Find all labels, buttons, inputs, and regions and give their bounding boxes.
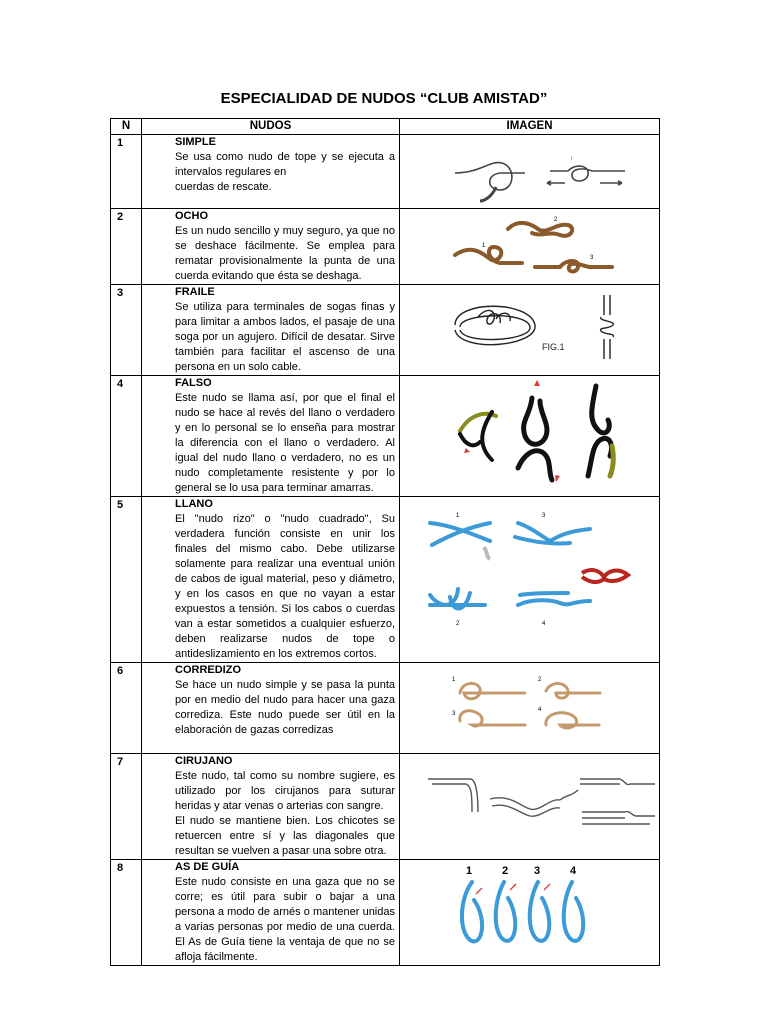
table-row	[111, 860, 660, 966]
granny-knot-diagram	[400, 376, 660, 497]
surgeon-knot-diagram	[400, 754, 660, 860]
row-number: 8	[111, 860, 142, 966]
fig-label: FIG.1	[542, 342, 565, 352]
svg-text:1: 1	[466, 865, 473, 877]
header-imagen: IMAGEN	[400, 119, 660, 135]
row-number: 6	[111, 663, 142, 754]
row-number: 1	[111, 135, 142, 209]
knot-text: Este nudo se llama así, por que el final el nudo se hace al revés del llano o verdadero y en lo personal se lo enseña para mostrar la diferencia con el llano o verdadero. Al igual del nudo llano o verdadero, no es un nudo completamente resistente y por lo general se lo usa para terminar amarras.	[175, 392, 395, 494]
svg-text:3: 3	[534, 865, 541, 877]
knot-description	[142, 497, 400, 663]
svg-text:1: 1	[456, 513, 460, 519]
knot-name: SIMPLE	[175, 136, 216, 148]
table-header-row	[111, 119, 660, 135]
svg-text:2: 2	[554, 217, 558, 223]
table-row	[111, 135, 660, 209]
svg-text:2: 2	[538, 677, 542, 683]
svg-text:2: 2	[502, 865, 509, 877]
knot-text: Se usa como nudo de tope y se ejecuta a intervalos regulares en cuerdas de rescate.	[175, 151, 395, 193]
row-number: 7	[111, 754, 142, 860]
header-nudos: NUDOS	[142, 119, 400, 135]
figure-eight-knot-diagram	[400, 209, 660, 285]
knot-description	[142, 135, 400, 209]
svg-text:4: 4	[542, 621, 546, 627]
svg-text:3: 3	[542, 513, 546, 519]
reef-knot-diagram	[400, 497, 660, 663]
svg-text:1: 1	[452, 677, 456, 683]
knot-name: CORREDIZO	[175, 664, 241, 676]
row-number: 5	[111, 497, 142, 663]
knot-description	[142, 376, 400, 497]
slip-knot-diagram	[400, 663, 660, 754]
simple-knot-diagram	[400, 135, 660, 209]
table-row	[111, 663, 660, 754]
knot-description	[142, 860, 400, 966]
knot-name: FRAILE	[175, 286, 215, 298]
page-title: ESPECIALIDAD DE NUDOS “CLUB AMISTAD”	[220, 90, 548, 107]
knot-description	[142, 663, 400, 754]
svg-text:1: 1	[482, 243, 486, 249]
knot-text: El "nudo rizo" o "nudo cuadrado", Su verdadera función consiste en unir los finales del mismo cabo. Debe utilizarse solamente para realizar una eventual unión de cabos de igual material, peso y diámetro, y en los casos en que no vayan a estar expuestos a tensión. Si los cabos o cuerdas van a estar sometidos a cualquier esfuerzo, deben realizarse nudos de tope o antideslizamiento en los extremos cortos.	[175, 513, 395, 660]
knot-name: AS DE GUÍA	[175, 861, 240, 873]
knot-name: FALSO	[175, 377, 212, 389]
svg-text:2: 2	[456, 621, 460, 627]
row-number: 4	[111, 376, 142, 497]
table-row	[111, 285, 660, 376]
knot-name: LLANO	[175, 498, 213, 510]
table-row	[111, 209, 660, 285]
row-number: 2	[111, 209, 142, 285]
knot-name: OCHO	[175, 210, 208, 222]
knot-text: Se utiliza para terminales de sogas finas y para limitar a ambos lados, el pasaje de una soga por un agujero. Difícil de desatar. Sirve también para facilitar el ascenso de una persona en un solo cable.	[175, 301, 395, 373]
knots-table	[110, 118, 660, 966]
bowline-knot-diagram	[400, 860, 660, 966]
table-row	[111, 754, 660, 860]
knot-text: Es un nudo sencillo y muy seguro, ya que no se deshace fácilmente. Se emplea para rematar provisionalmente la punta de una cuerda evitando que ésta se deshaga.	[175, 225, 395, 282]
knot-text: Este nudo, tal como su nombre sugiere, es utilizado por los cirujanos para suturar heridas y atar venas o arterias con sangre. El nudo se mantiene bien. Los chicotes se retuercen entre sí y las diagonales que resultan se vuelven a pasar una sobre otra.	[175, 770, 395, 857]
svg-text:4: 4	[570, 865, 577, 877]
knot-text: Se hace un nudo simple y se pasa la punta por en medio del nudo para hacer una gaza corrediza. Este nudo puede ser útil en la elaboración de gazas corredizas	[175, 679, 395, 736]
friar-knot-diagram	[400, 285, 660, 376]
header-n: N	[111, 119, 142, 135]
knot-name: CIRUJANO	[175, 755, 233, 767]
svg-text:3: 3	[452, 711, 456, 717]
knot-text: Este nudo consiste en una gaza que no se corre; es útil para subir o bajar a una persona a modo de arnés o mantener unidas a varias personas por medio de una cuerda. El As de Guía tiene la ventaja de que no se afloja fácilmente.	[175, 876, 395, 963]
knot-description	[142, 209, 400, 285]
table-row	[111, 376, 660, 497]
knot-description	[142, 285, 400, 376]
svg-text:3: 3	[590, 255, 594, 261]
svg-text:4: 4	[538, 707, 542, 713]
knot-description	[142, 754, 400, 860]
svg-text:↑: ↑	[570, 156, 573, 162]
row-number: 3	[111, 285, 142, 376]
table-row	[111, 497, 660, 663]
